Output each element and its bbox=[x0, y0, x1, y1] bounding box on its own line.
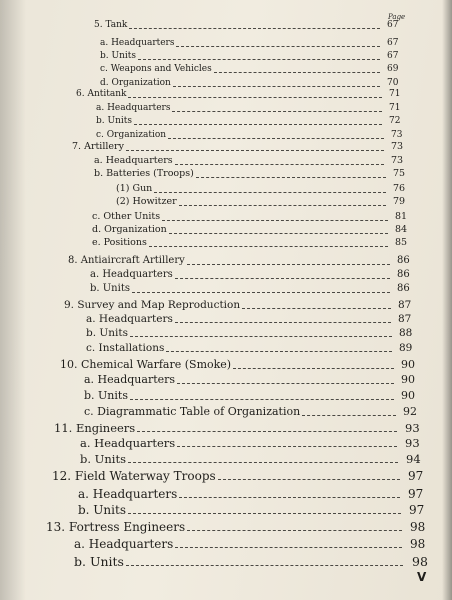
toc-entry-label: (2) Howitzer bbox=[116, 196, 177, 207]
leader-dots bbox=[187, 264, 390, 265]
toc-entry-page: 97 bbox=[408, 487, 424, 501]
toc-entry bbox=[0, 167, 452, 181]
leader-dots bbox=[149, 246, 388, 247]
toc-entry bbox=[0, 223, 452, 237]
toc-entry bbox=[0, 358, 452, 372]
leader-dots bbox=[233, 368, 394, 369]
toc-entry-label: c. Installations bbox=[86, 342, 165, 354]
leader-dots bbox=[130, 336, 392, 337]
leader-dots bbox=[128, 462, 398, 463]
toc-entry bbox=[0, 469, 452, 483]
toc-entry-page: 93 bbox=[405, 421, 420, 435]
leader-dots bbox=[128, 97, 382, 98]
leader-dots bbox=[218, 479, 400, 480]
toc-entry-page: 92 bbox=[403, 405, 417, 418]
toc-entry-label: a. Headquarters bbox=[96, 103, 171, 113]
leader-dots bbox=[169, 233, 388, 234]
toc-entry bbox=[0, 236, 452, 250]
toc-entry-label: a. Headquarters bbox=[86, 313, 173, 325]
toc-entry bbox=[0, 520, 452, 534]
toc-entry bbox=[0, 62, 452, 76]
leader-dots bbox=[172, 111, 382, 112]
toc-entry-label: b. Units bbox=[78, 503, 126, 517]
toc-entry-page: 76 bbox=[393, 183, 406, 194]
toc-entry-label: 7. Artillery bbox=[72, 141, 124, 152]
toc-entry-page: 67 bbox=[387, 20, 399, 30]
toc-entry bbox=[0, 210, 452, 224]
toc-entry-label: d. Organization bbox=[92, 224, 167, 235]
toc-entry-label: c. Organization bbox=[96, 130, 167, 140]
toc-entry-page: 98 bbox=[410, 537, 426, 551]
toc-entry bbox=[0, 101, 452, 115]
toc-entry bbox=[0, 18, 452, 32]
leader-dots bbox=[177, 383, 394, 384]
toc-entry bbox=[0, 555, 452, 569]
toc-entry-page: 71 bbox=[389, 89, 401, 99]
toc-entry-label: 12. Field Waterway Troops bbox=[52, 469, 216, 483]
leader-dots bbox=[134, 124, 382, 125]
toc-entry bbox=[0, 421, 452, 435]
leader-dots bbox=[177, 446, 397, 447]
toc-entry-label: b. Units bbox=[74, 554, 124, 569]
toc-entry-label: c. Weapons and Vehicles bbox=[100, 64, 212, 74]
toc-entry-label: (1) Gun bbox=[116, 183, 153, 194]
toc-entry-label: c. Diagrammatic Table of Organization bbox=[84, 405, 301, 418]
toc-entry-label: b. Units bbox=[96, 116, 132, 126]
toc-entry-label: b. Units bbox=[80, 452, 126, 466]
toc-entry bbox=[0, 182, 452, 196]
toc-entry bbox=[0, 487, 452, 501]
toc-entry-page: 86 bbox=[397, 269, 410, 280]
toc-entry-page: 67 bbox=[387, 51, 399, 61]
leader-dots bbox=[179, 497, 400, 498]
leader-dots bbox=[137, 431, 397, 432]
toc-entry-page: 85 bbox=[395, 237, 408, 248]
page-number: V bbox=[417, 570, 427, 584]
leader-dots bbox=[132, 292, 390, 293]
toc-entry bbox=[0, 405, 452, 419]
toc-entry bbox=[0, 312, 452, 326]
leader-dots bbox=[128, 513, 401, 514]
toc-entry bbox=[0, 373, 452, 387]
toc-entry-label: a. Headquarters bbox=[100, 38, 175, 48]
toc-entry-label: 5. Tank bbox=[94, 20, 128, 30]
toc-entry-page: 88 bbox=[399, 327, 413, 339]
toc-entry-page: 72 bbox=[389, 116, 401, 126]
toc-entry-label: a. Headquarters bbox=[78, 487, 178, 501]
toc-entry bbox=[0, 389, 452, 403]
toc-entry-page: 87 bbox=[398, 313, 412, 325]
leader-dots bbox=[162, 220, 388, 221]
leader-dots bbox=[154, 192, 386, 193]
page-column-header: Page bbox=[388, 13, 406, 21]
toc-entry bbox=[0, 298, 452, 312]
toc-entry-page: 75 bbox=[393, 168, 406, 179]
toc-entry-page: 97 bbox=[409, 503, 425, 517]
toc-entry-page: 73 bbox=[391, 141, 404, 152]
toc-entry-label: b. Units bbox=[90, 283, 130, 294]
toc-entry-label: a. Headquarters bbox=[90, 269, 173, 280]
toc-entry-page: 79 bbox=[393, 196, 406, 207]
leader-dots bbox=[130, 399, 394, 400]
leader-dots bbox=[214, 72, 380, 73]
toc-entry bbox=[0, 282, 452, 296]
toc-entry-page: 70 bbox=[387, 78, 399, 88]
toc-entry-page: 98 bbox=[410, 520, 426, 534]
toc-entry-page: 86 bbox=[397, 283, 410, 294]
toc-entry-page: 98 bbox=[412, 554, 428, 569]
toc-entry bbox=[0, 140, 452, 154]
leader-dots bbox=[175, 547, 402, 548]
leader-dots bbox=[175, 164, 384, 165]
toc-entry-page: 90 bbox=[401, 358, 415, 371]
leader-dots bbox=[179, 205, 386, 206]
leader-dots bbox=[138, 59, 380, 60]
toc-entry-label: 13. Fortress Engineers bbox=[46, 520, 186, 534]
toc-entry bbox=[0, 341, 452, 355]
leader-dots bbox=[126, 150, 384, 151]
leader-dots bbox=[196, 177, 386, 178]
toc-entry-page: 93 bbox=[405, 436, 420, 450]
toc-entry-page: 81 bbox=[395, 211, 408, 222]
toc-entry-label: b. Units bbox=[84, 389, 128, 402]
toc-entry bbox=[0, 452, 452, 466]
toc-entry-label: a. Headquarters bbox=[80, 436, 176, 450]
toc-entry bbox=[0, 36, 452, 50]
toc-entry-label: 11. Engineers bbox=[54, 421, 136, 435]
toc-entry-page: 90 bbox=[401, 373, 415, 386]
leader-dots bbox=[187, 530, 402, 531]
toc-entry bbox=[0, 114, 452, 128]
toc-entry-page: 84 bbox=[395, 224, 408, 235]
toc-entry-page: 90 bbox=[401, 389, 415, 402]
leader-dots bbox=[176, 46, 380, 47]
toc-entry-label: 8. Antiaircraft Artillery bbox=[68, 255, 185, 266]
toc-entry-page: 73 bbox=[391, 155, 404, 166]
toc-entry-label: c. Other Units bbox=[92, 211, 161, 222]
toc-entry-label: a. Headquarters bbox=[94, 155, 173, 166]
toc-entry bbox=[0, 436, 452, 450]
toc-entry-label: 6. Antitank bbox=[76, 89, 127, 99]
toc-entry-page: 71 bbox=[389, 103, 401, 113]
leader-dots bbox=[242, 308, 391, 309]
toc-entry-label: a. Headquarters bbox=[84, 373, 176, 386]
toc-entry-label: b. Units bbox=[100, 51, 136, 61]
toc-entry bbox=[0, 268, 452, 282]
toc-entry bbox=[0, 154, 452, 168]
page-shadow-right bbox=[442, 0, 452, 600]
toc-entry bbox=[0, 254, 452, 268]
leader-dots bbox=[175, 322, 391, 323]
leader-dots bbox=[175, 278, 390, 279]
toc-entry-label: a. Headquarters bbox=[74, 537, 174, 551]
toc-entry bbox=[0, 49, 452, 63]
toc-entry-page: 69 bbox=[387, 64, 399, 74]
toc-entry-label: 9. Survey and Map Reproduction bbox=[64, 299, 241, 311]
toc-entry-label: 10. Chemical Warfare (Smoke) bbox=[60, 358, 232, 371]
leader-dots bbox=[166, 351, 392, 352]
toc-entry-page: 89 bbox=[399, 342, 413, 354]
toc-entry-label: b. Batteries (Troops) bbox=[94, 168, 194, 179]
toc-entry bbox=[0, 87, 452, 101]
leader-dots bbox=[129, 28, 380, 29]
toc-entry bbox=[0, 326, 452, 340]
toc-entry-label: e. Positions bbox=[92, 237, 147, 248]
toc-entry-page: 73 bbox=[391, 130, 403, 140]
toc-entry-page: 87 bbox=[398, 299, 412, 311]
toc-entry-page: 67 bbox=[387, 38, 399, 48]
toc-entry-page: 97 bbox=[408, 469, 424, 483]
toc-entry-label: b. Units bbox=[86, 327, 128, 339]
toc-entry bbox=[0, 503, 452, 517]
leader-dots bbox=[302, 415, 396, 416]
toc-entry-label: d. Organization bbox=[100, 78, 171, 88]
leader-dots bbox=[168, 138, 384, 139]
toc-entry-page: 94 bbox=[406, 452, 421, 466]
toc-entry bbox=[0, 195, 452, 209]
toc-entry bbox=[0, 537, 452, 551]
leader-dots bbox=[126, 565, 403, 566]
toc-entry-page: 86 bbox=[397, 255, 410, 266]
